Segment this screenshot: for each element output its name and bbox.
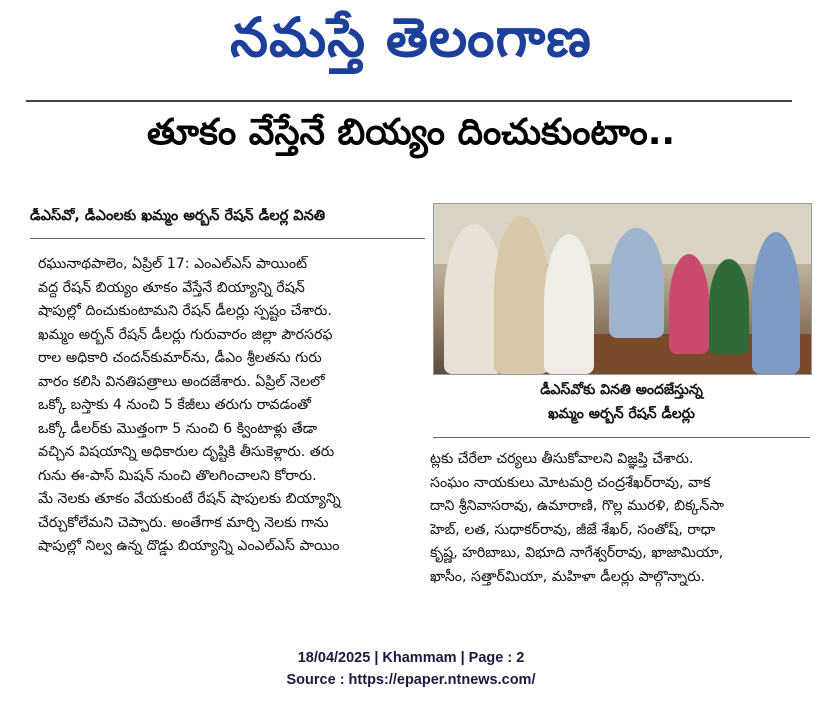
news-photo [433, 203, 812, 375]
article-line: దాని శ్రీనివాసరావు, ఉమారాణి, గొల్ల మురళి, బిక్కన్‌సా [430, 498, 724, 514]
photo-person [752, 232, 800, 374]
article-line: ఖమ్మం అర్బన్ రేషన్ డీలర్లు గురువారం జిల్లా పౌరసరఫ [38, 326, 333, 343]
subheadline: డీఎస్‌వో, డీఎంలకు ఖమ్మం అర్బన్ రేషన్ డీలర్ల వినతి [30, 208, 326, 224]
article-line: ఖాసీం, సత్తార్‌మియా, మహిళా డీలర్లు పాల్గొన్నారు. [430, 568, 706, 585]
masthead-title: నమస్తే తెలంగాణ [230, 6, 592, 69]
article-line: షాపుల్లో దించుకుంటామని రేషన్ డీలర్లు స్పష్టం చేశారు. [38, 303, 332, 319]
article-line: షాపుల్లో నిల్వ ఉన్న దొడ్డు బియ్యాన్ని ఎంఎల్ఎస్ పాయిం [38, 538, 340, 554]
caption-line: డీఎస్‌వోకు వినతి అందజేస్తున్న [540, 382, 703, 398]
article-line: హెబ్, లత, సుధాకర్‌రావు, జీజే శేఖర్, సంతోష్, రాధా [430, 521, 716, 538]
photo-person [669, 254, 709, 354]
article-right-column [430, 448, 812, 589]
masthead [0, 0, 822, 96]
article-line: రఘునాథపాలెం, ఏప్రిల్ 17: ఎంఎల్ఎస్ పాయింట్ [38, 256, 308, 272]
source-footer [0, 647, 822, 691]
article-line: ట్లకు చేరేలా చర్యలు తీసుకోవాలని విజ్ఞప్తి చేశారు. [430, 451, 694, 467]
photo-caption [433, 378, 810, 426]
article-line: ఒక్కో బస్తాకు 4 నుంచి 5 కేజీలు తరుగు రావడంతో [38, 397, 311, 413]
caption-line: ఖమ్మం అర్బన్ రేషన్ డీలర్లు [548, 406, 695, 422]
article-line: వద్ద రేషన్ బియ్యం తూకం వేస్తేనే బియ్యాన్ని రేషన్ [38, 279, 305, 296]
photo-person [609, 228, 664, 338]
subheadline-divider [30, 238, 425, 239]
headline: తూకం వేస్తేనే బియ్యం దించుకుంటాం.. [146, 112, 676, 153]
article-line: ఒక్కో డీలర్‌కు మొత్తంగా 5 నుంచి 6 క్వింటాళ్లు తేడా [38, 420, 318, 437]
photo-person [709, 259, 749, 354]
caption-divider [433, 437, 810, 438]
article-line: సంఘం నాయకులు మోటమర్రి చంద్రశేఖర్‌రావు, వాక [430, 474, 711, 491]
footer-source-link[interactable]: Source : https://epaper.ntnews.com/ [286, 672, 536, 688]
article-line: మే నెలకు తూకం వేయకుంటే రేషన్ షాపులకు బియ్యాన్ని [38, 491, 341, 507]
article-line: చేర్చుకోలేమని చెప్పారు. అంతేగాక మార్చి నెలకు గాను [38, 514, 329, 531]
photo-person [494, 216, 549, 374]
article-line: గును ఈ-పాస్ మిషన్ నుంచి తొలగించాలని కోరారు. [38, 467, 317, 484]
article-line: కృష్ణ, హరిబాబు, విభూది నాగేశ్వర్‌రావు, ఖాజామియా, [430, 545, 724, 561]
article-line: వారం కలిసి వినతిపత్రాలు అందజేశారు. ఏప్రిల్ నెలలో [38, 373, 325, 390]
article-line: వచ్చిన విషయాన్ని అధికారుల దృష్టికి తీసుకెళ్లారు. తరు [38, 444, 335, 460]
masthead-divider [26, 100, 792, 102]
article-left-column [38, 253, 425, 559]
footer-date-page: 18/04/2025 | Khammam | Page : 2 [297, 650, 525, 666]
article-line: రాల అధికారి చందన్‌కుమార్‌ను, డీఎం శ్రీలతను గురు [38, 350, 322, 366]
photo-person [544, 234, 594, 374]
